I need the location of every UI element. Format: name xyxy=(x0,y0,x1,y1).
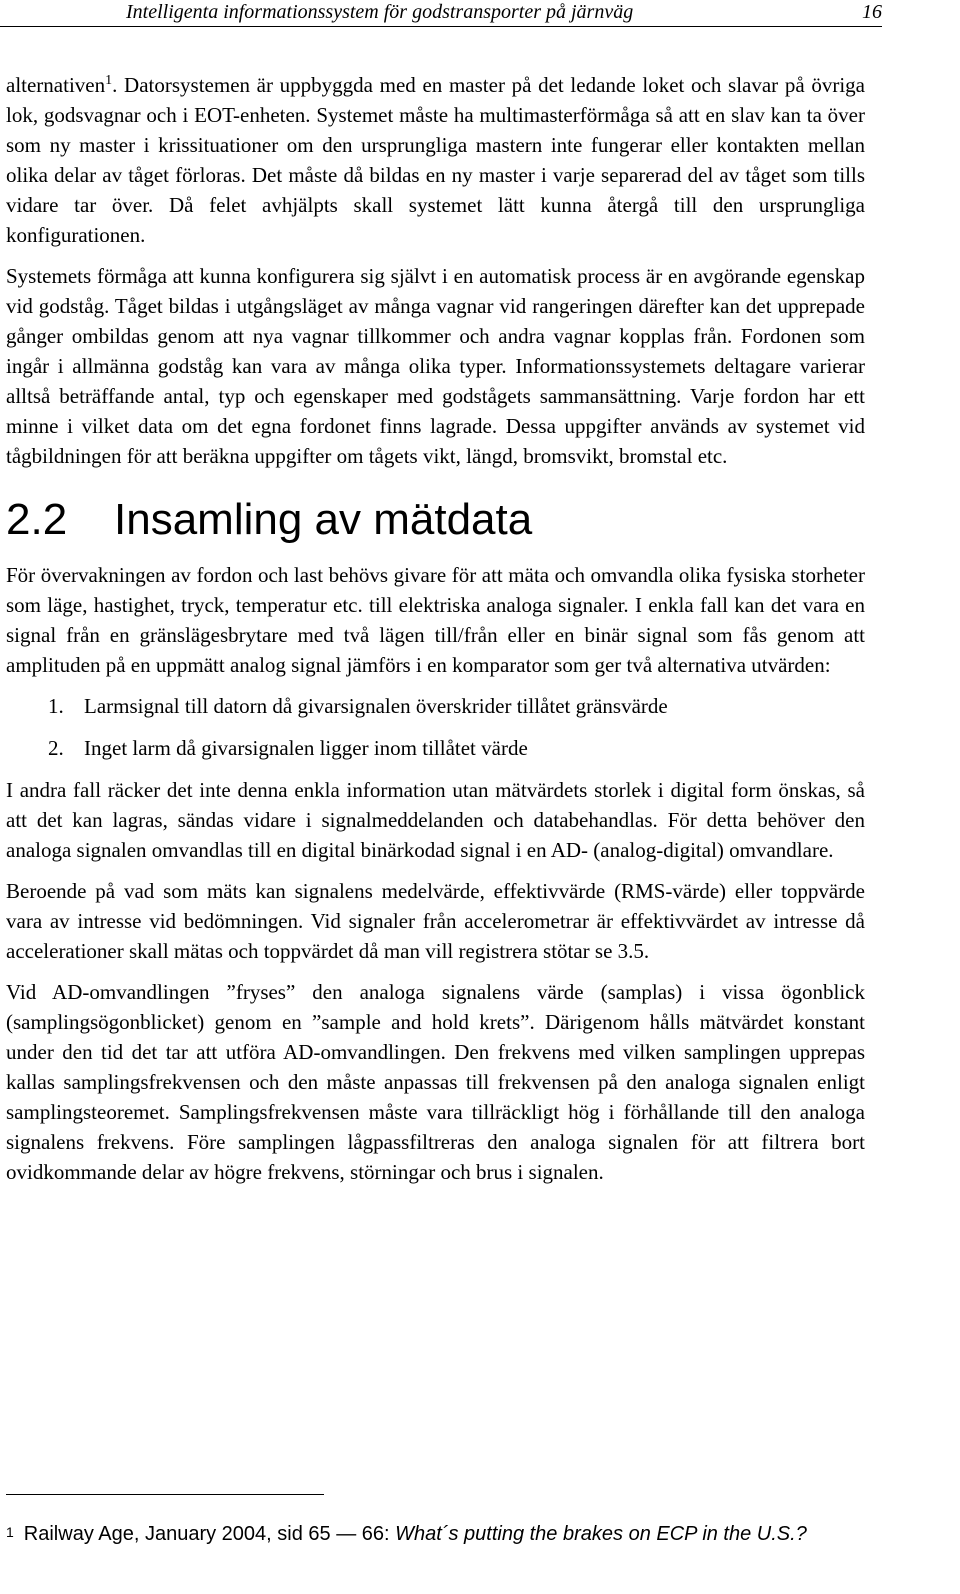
list-item-number: 2. xyxy=(48,736,64,760)
section-number: 2.2 xyxy=(6,495,68,544)
numbered-list xyxy=(6,691,865,763)
list-item-text: Inget larm då givarsignalen ligger inom tillåtet värde xyxy=(84,736,528,760)
paragraph-1-start: alternativen xyxy=(6,73,106,97)
footnote-reference: 1 xyxy=(105,73,113,88)
list-item-number: 1. xyxy=(48,694,64,718)
paragraph-1-rest: . Datorsystemen är uppbyggda med en master på det ledande loket och slavar på övriga lok, godsvagnar och i EOT-enheten. Systemet måste ha multimasterförmåga så att en slav kan ta över som ny master i krissituationer om den ursprungliga mastern inte fungerar eller kontakten mellan olika delar av tåget förloras. Det måste då bildas en ny master i varje separerad del av tåget som tills vidare tar över. Då felet avhjälpts skall systemet lätt kunna återgå till den ursprungliga konfigurationen. xyxy=(6,73,865,247)
footnote xyxy=(6,1521,868,1547)
paragraph-3: För övervakningen av fordon och last behövs givare för att mäta och omvandla olika fysiska storheter som läge, hastighet, tryck, temperatur etc. till elektriska analoga signaler. I enkla fall kan det vara en signal från en gränslägesbrytare med två lägen till/från eller en binär signal som fås genom att amplituden på en uppmätt analog signal jämförs i en komparator som ger två alternativa utvärden: xyxy=(6,563,865,677)
footnote-divider xyxy=(6,1494,324,1495)
paragraph-2: Systemets förmåga att kunna konfigurera sig självt i en automatisk process är en avgörande egenskap vid godståg. Tåget bildas i utgångsläget av många vagnar vid rangeringen därefter kan det upprepade gånger ombildas genom att nya vagnar tillkommer och andra vagnar kopplas från. Fordonen som ingår i allmänna godståg kan vara av många olika typer. Informationssystemets deltagare varierar alltså beträffande antal, typ och egenskaper med godstågets sammansättning. Varje fordon har ett minne i vilket data om det egna fordonet finns lagrade. Dessa uppgifter används av systemet vid tågbildningen för att beräkna uppgifter om tågets vikt, längd, bromsvikt, bromstal etc. xyxy=(6,264,865,468)
paragraph-5: Beroende på vad som mäts kan signalens medelvärde, effektivvärde (RMS-värde) eller toppvärde vara av intresse vid bedömningen. Vid signaler från accelerometrar är effektivvärdet av intresse då accelerationer skall mätas och toppvärdet då man vill registrera stötar se 3.5. xyxy=(6,879,865,963)
section-title: Insamling av mätdata xyxy=(114,495,533,544)
footnote-number: 1 xyxy=(6,1524,14,1540)
body-text xyxy=(6,70,865,1198)
footnote-title: What´s putting the brakes on ECP in the U.S.? xyxy=(395,1523,807,1545)
running-header xyxy=(0,0,882,27)
footnote-source: Railway Age, January 2004, sid 65 — 66: xyxy=(23,1523,396,1545)
paragraph-4: I andra fall räcker det inte denna enkla information utan mätvärdets storlek i digital form önskas, så att det kan lagras, sändas vidare i signalmeddelanden och databehandlas. För detta behöver den analoga signalen omvandlas till en digital binärkodad signal i en AD- (analog-digital) omvandlare. xyxy=(6,778,865,862)
list-item xyxy=(6,691,865,721)
list-item xyxy=(6,733,865,763)
page-number: 16 xyxy=(862,1,882,23)
paragraph-1 xyxy=(6,70,865,250)
paragraph-6: Vid AD-omvandlingen ”fryses” den analoga signalens värde (samplas) i vissa ögonblick (samplingsögonblicket) genom en ”sample and hold krets”. Därigenom hålls mätvärdet konstant under den tid det tar att utföra AD-omvandlingen. Den frekvens med vilken samplingen upprepas kallas samplingsfrekvensen och den måste anpassas till frekvensen på den analoga signalen enligt samplingsteoremet. Samplingsfrekvensen måste vara tillräckligt hög i förhållande till den analoga signalens frekvens. Före samplingen lågpassfiltreras den analoga signalen för att filtrera bort ovidkommande delar av högre frekvens, störningar och brus i signalen. xyxy=(6,980,865,1184)
list-item-text: Larmsignal till datorn då givarsignalen överskrider tillåtet gränsvärde xyxy=(84,694,668,718)
header-title: Intelligenta informationssystem för godstransporter på järnväg xyxy=(126,1,634,23)
section-heading xyxy=(6,494,865,546)
